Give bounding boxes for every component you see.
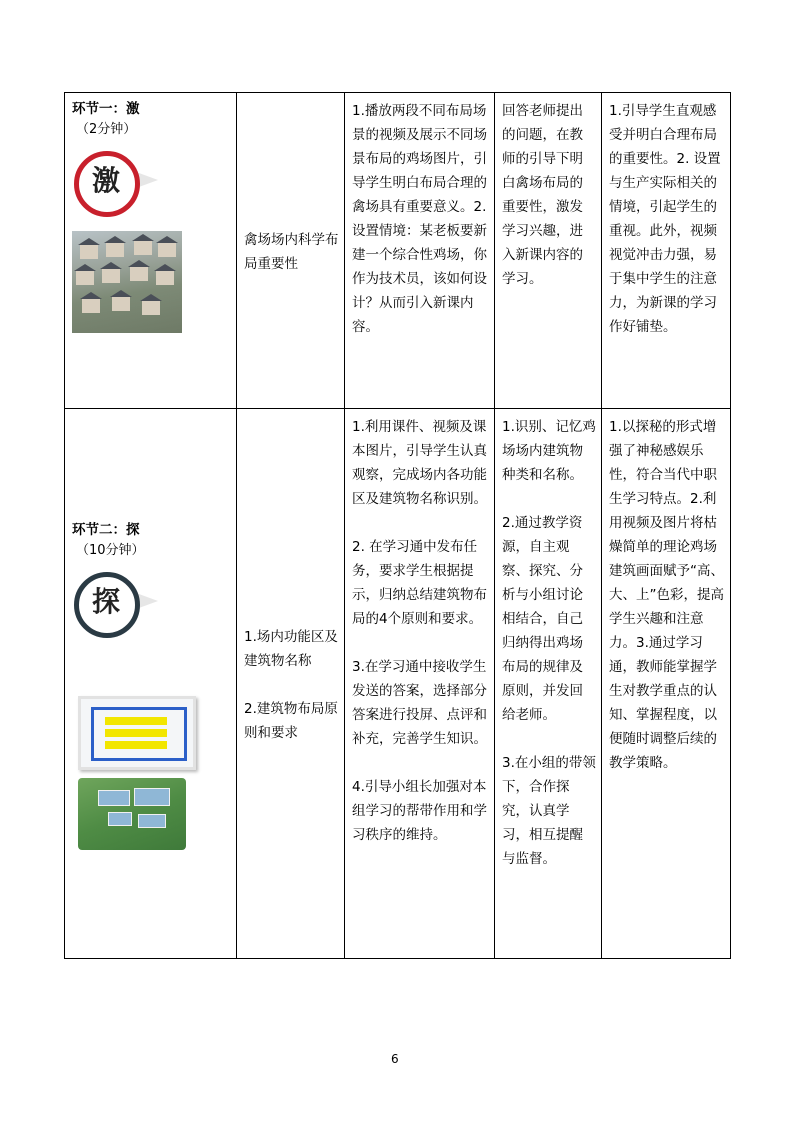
stage-cell (65, 93, 237, 409)
tan-badge-image (72, 570, 156, 636)
intent-text: 1.引导学生直观感受并明白合理布局的重要性。2. 设置与生产实际相关的情境，引起学生的重视。此外，视频视觉冲击力强，易于集中学生的注意力，为新课的学习作好铺垫。 (609, 103, 721, 335)
stage-cell (65, 409, 237, 959)
lesson-plan-table (64, 92, 731, 959)
badge-char: 激 (91, 164, 120, 197)
stage-duration: （2分钟） (76, 122, 137, 137)
aerial-farm-image (78, 778, 186, 850)
student-text: 3.在小组的带领下，合作探究，认真学习，相互提醒与监督。 (502, 755, 596, 867)
badge-char: 探 (91, 584, 120, 618)
teacher-activity-cell (345, 93, 495, 409)
teacher-text: 4.引导小组长加强对本组学习的帮带作用和学习秩序的维持。 (352, 779, 487, 843)
villa-photo (72, 231, 182, 333)
stage-title: 环节二：探 (72, 521, 140, 538)
content-cell (237, 409, 345, 959)
student-text: 1.识别、记忆鸡场场内建筑物种类和名称。 (502, 419, 596, 483)
stage-duration: （10分钟） (76, 542, 145, 558)
content-text: 1.场内功能区及建筑物名称 (244, 628, 338, 669)
student-activity-cell (495, 93, 602, 409)
ji-badge-image (72, 149, 156, 215)
intent-text: 1.以探秘的形式增强了神秘感娱乐性，符合当代中职生学习特点。2.利用视频及图片将枯燥简单的理论鸡场建筑画面赋予“高、大、上”色彩，提高学生兴趣和注意力。3.通过学习通，教师能掌握学生对教学重点的认知、掌握程度，以便随时调整后续的教学策略。 (609, 419, 724, 771)
stage-title: 环节一：激 (72, 101, 140, 117)
teacher-text: 3.在学习通中接收学生发送的答案，选择部分答案进行投屏、点评和补充，完善学生知识。 (352, 659, 487, 747)
student-activity-cell (495, 409, 602, 959)
table-row (65, 93, 731, 409)
content-cell (237, 93, 345, 409)
page-number: 6 (391, 1052, 399, 1066)
table-row (65, 409, 731, 959)
content-text: 2.建筑物布局原则和要求 (244, 700, 338, 741)
student-text: 回答老师提出的问题，在教师的引导下明白禽场布局的重要性，激发学习兴趣，进入新课内容的学习。 (502, 103, 583, 287)
student-text: 2.通过教学资源，自主观察、探究、分析与小组讨论相结合，自己归纳得出鸡场布局的规律及原则，并发回给老师。 (502, 515, 583, 723)
teacher-text: 1.利用课件、视频及课本图片，引导学生认真观察，完成场内各功能区及建筑物名称识别。 (352, 419, 487, 507)
teacher-text: 2. 在学习通中发布任务，要求学生根据提示，归纳总结建筑物布局的4个原则和要求。 (352, 539, 487, 627)
layout-plan-image (78, 696, 196, 770)
teacher-activity-cell (345, 409, 495, 959)
design-intent-cell (602, 409, 731, 959)
teacher-text: 1.播放两段不同布局场景的视频及展示不同场景布局的鸡场图片，引导学生明白布局合理的禽场具有重要意义。2.设置情境：某老板要新建一个综合性鸡场，你作为技术员，该如何设计？从而引入新课内容。 (352, 103, 487, 335)
content-text: 禽场场内科学布局重要性 (244, 231, 339, 272)
design-intent-cell (602, 93, 731, 409)
